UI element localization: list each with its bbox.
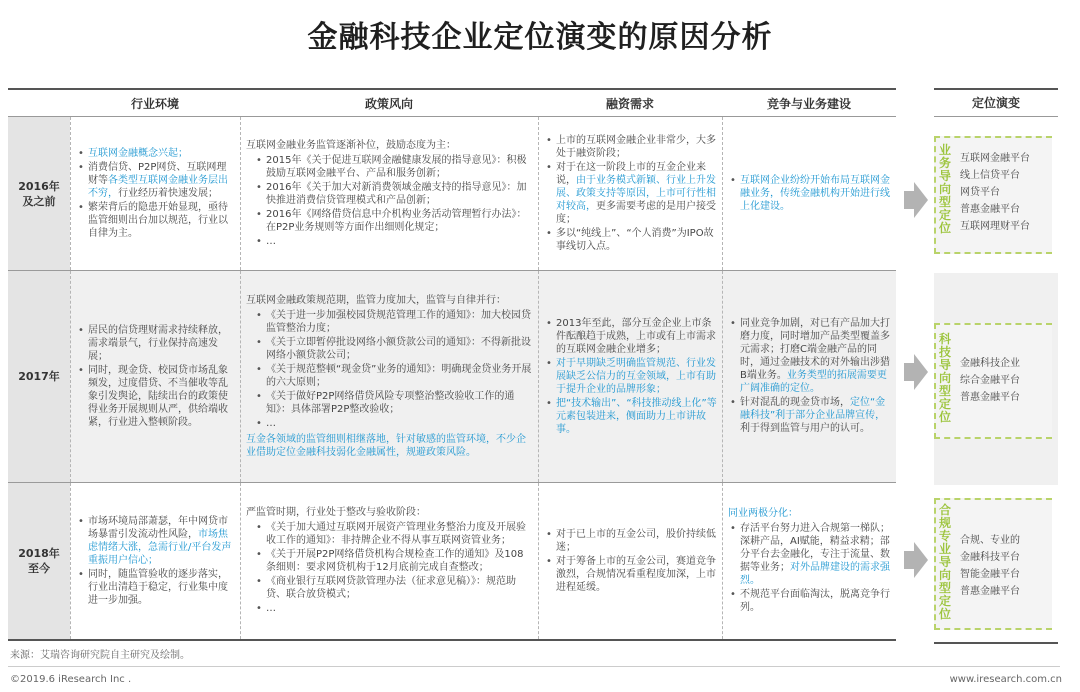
list-item: • 《关于规范整顿“现金贷”业务的通知》：明确现金贷业务开展的六大原则； <box>246 363 533 389</box>
finance-cell <box>538 117 722 270</box>
list-item: • 《关于进一步加强校园贷规范管理工作的通知》：加大校园贷监管整治力度； <box>246 309 533 335</box>
policy-intro: 严监管时期，行业处于整改与验收阶段： <box>246 507 426 518</box>
finance-cell <box>538 483 722 639</box>
position-label: 合规专业导向型定位 <box>938 503 951 621</box>
header-industry-environment: 行业环境 <box>130 96 179 111</box>
list-item: • 对于已上市的互金公司，股价持续低迷； <box>544 528 717 554</box>
list-item: • 互联网企业纷纷开始布局互联网金融业务，传统金融机构开始进行线上化建设。 <box>728 174 891 213</box>
compete-cell <box>722 271 896 482</box>
env-cell <box>70 271 240 482</box>
list-item: • 上市的互联网金融企业非常少，大多处于融资阶段； <box>544 134 717 160</box>
compete-cell <box>722 483 896 639</box>
header-competition: 竞争与业务建设 <box>766 96 851 111</box>
year-label: 2017年 <box>8 271 70 482</box>
table-row-2018 <box>8 483 896 641</box>
table-row-2016 <box>8 117 896 271</box>
arrow-right-icon <box>904 352 926 392</box>
arrow-right-icon <box>904 540 926 580</box>
position-label: 科技导向型定位 <box>938 332 951 424</box>
policy-cell <box>240 117 538 270</box>
policy-cell <box>240 271 538 482</box>
list-item: • 消费信贷、P2P网贷、互联网理财等各类型互联网金融业务层出不穷，行业经历着快速发展； <box>76 161 235 200</box>
list-item: • 《关于做好P2P网络借贷风险专项整治整改验收工作的通知》：具体部署P2P整改验收； <box>246 390 533 416</box>
list-item: • 《商业银行互联网贷款管理办法（征求意见稿）》：规范助贷、联合放贷模式； <box>246 575 533 601</box>
list-item: • 针对混乱的现金贷市场，定位“金融科技”利于部分企业品牌宣传，利于得到监管与用户的认可。 <box>728 396 891 435</box>
list-item: • 互联网金融概念兴起； <box>76 147 235 160</box>
env-cell <box>70 483 240 639</box>
position-block-2018 <box>934 486 1058 644</box>
list-item: • 同业竞争加剧，对已有产品加大打磨力度，同时增加产品类型覆盖多元需求；打磨C端金融产品的同时，通过金融技术的对外输出涉猎B端业务。业务类型的拓展需要更广阔准确的定位。 <box>728 317 891 395</box>
analysis-table <box>8 88 896 641</box>
compete-cell <box>722 117 896 270</box>
header-policy-direction: 政策风向 <box>364 96 413 111</box>
env-cell <box>70 117 240 270</box>
year-label: 2018年 至今 <box>8 483 70 639</box>
list-item: • 《关于开展P2P网络借贷机构合规检查工作的通知》及108条细则：要求网贷机构于12月底前完成自查整改； <box>246 548 533 574</box>
position-block-2016 <box>934 118 1058 272</box>
source-note: 来源：艾瑞咨询研究院自主研究及绘制。 <box>10 650 190 661</box>
list-item: • 把“技术输出”、“科技推动线上化”等元素包装进来，侧面助力上市讲故事。 <box>544 397 717 436</box>
list-item: • 存活平台努力进入合规第一梯队；深耕产品，AI赋能，精益求精；部分平台去金融化，专注于流量、数据等业务；对外品牌建设的需求强烈。 <box>728 522 891 587</box>
website-link[interactable]: www.iresearch.com.cn <box>949 674 1062 685</box>
list-item: • 2016年《关于加大对新消费领域金融支持的指导意见》：加快推进消费信贷管理模式和产品创新； <box>246 181 533 207</box>
list-item: • 繁荣背后的隐患开始显现，亟待监管细则出台加以规范，行业以自律为主。 <box>76 201 235 240</box>
list-item: • … <box>246 235 533 248</box>
list-item: • 不规范平台面临淘汰，脱离竞争行列。 <box>728 588 891 614</box>
list-item: • 同时，现金贷、校园贷市场乱象频发，过度借贷、不当催收等乱象引发舆论，陆续出台的政策使得业务开展规则从严，供给端收紧，行业进入整顿阶段。 <box>76 364 235 429</box>
year-label: 2016年 及之前 <box>8 117 70 270</box>
policy-intro: 互联网金融政策规范期，监管力度加大，监管与自律并行： <box>246 295 506 306</box>
list-item: • 市场环境局部萧瑟，年中网贷市场暴雷引发流动性风险，市场焦虑情绪大涨，急需行业/平台发声重振用户信心； <box>76 515 235 567</box>
list-item: • 对于在这一阶段上市的互金企业来说，由于业务模式新颖、行业上升发展、政策支持等原因，上市可行性相对较高，更多需要考虑的是用户接受度； <box>544 161 717 226</box>
policy-intro: 互联网金融业务监管逐渐补位，鼓励态度为主： <box>246 139 456 151</box>
list-item: • 对于早期缺乏明确监管规范、行业发展缺乏公信力的互金领域，上市有助于提升企业的品牌形象； <box>544 357 717 396</box>
position-block-2017 <box>934 273 1058 485</box>
page-title: 金融科技企业定位演变的原因分析 <box>307 20 773 55</box>
position-items: 金融科技企业 综合金融平台 普惠金融平台 <box>960 358 1020 403</box>
position-label: 业务导向型定位 <box>938 143 951 235</box>
list-item: • 《关于立即暂停批设网络小额贷款公司的通知》：不得新批设网络小额贷款公司； <box>246 336 533 362</box>
list-item: • 居民的信贷理财需求持续释放，需求端景气，行业保持高速发展； <box>76 324 235 363</box>
compete-intro: 同业两极分化： <box>728 508 798 519</box>
table-row-2017 <box>8 271 896 483</box>
footer-divider <box>8 666 1060 667</box>
policy-cell <box>240 483 538 639</box>
finance-cell <box>538 271 722 482</box>
header-financing-demand: 融资需求 <box>605 96 654 111</box>
list-item: • … <box>246 602 533 615</box>
position-items: 合规、专业的 金融科技平台 智能金融平台 普惠金融平台 <box>960 535 1020 597</box>
position-items: 互联网金融平台 线上信贷平台 网贷平台 普惠金融平台 互联网理财平台 <box>960 153 1030 232</box>
list-item: • 2016年《网络借贷信息中介机构业务活动管理暂行办法》：在P2P业务规则等方面作出细则化规定； <box>246 208 533 234</box>
list-item: • 多以“纯线上”、“个人消费”为IPO故事线切入点。 <box>544 227 717 253</box>
list-item: • 2013年至此，部分互金企业上市条件酝酿趋于成熟，上市或有上市需求的互联网金融企业增多； <box>544 317 717 356</box>
header-position-evolution: 定位演变 <box>934 90 1058 117</box>
list-item: • 2015年《关于促进互联网金融健康发展的指导意见》：积极鼓励互联网金融平台、产品和服务创新； <box>246 154 533 180</box>
list-item: • … <box>246 417 533 430</box>
position-column <box>934 88 1058 117</box>
copyright: ©2019.6 iResearch Inc . <box>10 674 132 685</box>
list-item: • 同时，随监管验收的逐步落实，行业出清趋于稳定，行业集中度进一步加强。 <box>76 568 235 607</box>
table-header <box>8 90 896 117</box>
policy-highlight: 互金各领域的监管细则相继落地，针对敏感的监管环境，不少企业借助定位金融科技弱化金融属性，规避政策风险。 <box>246 434 526 458</box>
arrow-right-icon <box>904 180 926 220</box>
list-item: • 《关于加大通过互联网开展资产管理业务整治力度及开展验收工作的通知》：非持牌企业不得从事互联网资管业务； <box>246 521 533 547</box>
list-item: • 对于筹备上市的互金公司，赛道竞争激烈，合规情况看重程度加深，上市进程延缓。 <box>544 555 717 594</box>
